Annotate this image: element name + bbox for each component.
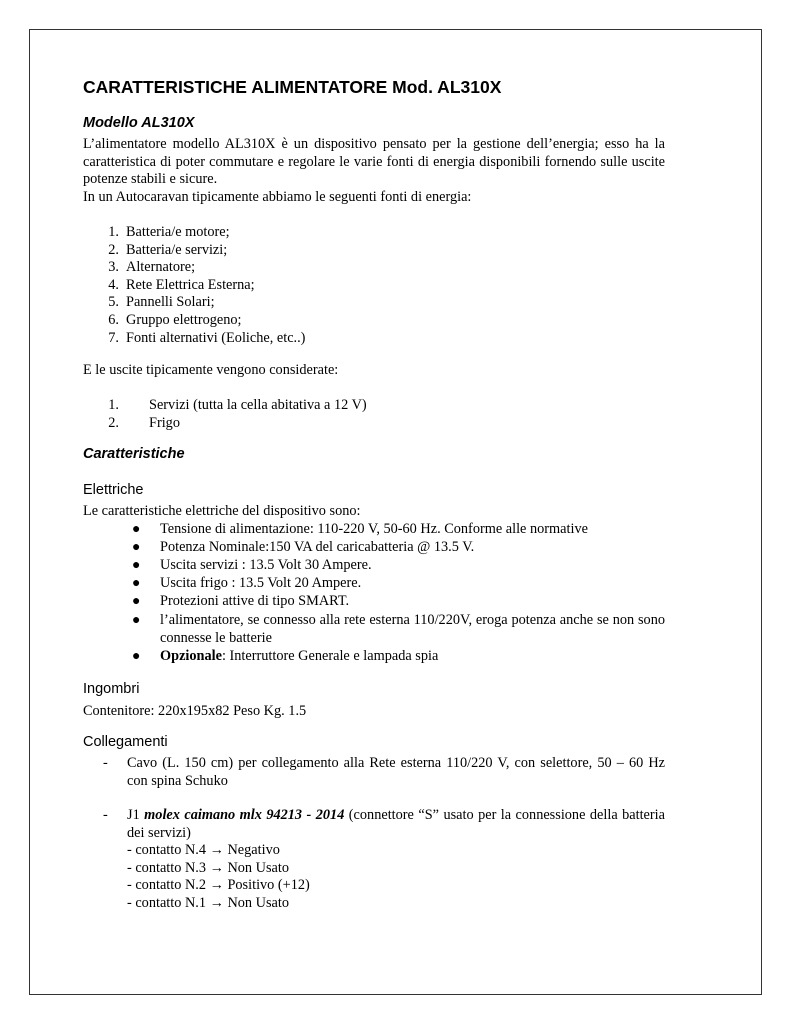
- bullet-icon: ●: [132, 613, 141, 628]
- list-item: l’alimentatore, se connesso alla rete esterna 110/220V, eroga potenza anche se non sono connesse le batterie: [160, 612, 665, 646]
- cable-description: Cavo (L. 150 cm) per collegamento alla Rete esterna 110/220 V, con selettore, 50 – 60 Hz con spina Schuko: [127, 755, 665, 789]
- model-description: L’alimentatore modello AL310X è un dispositivo pensato per la gestione dell’energia; esso ha la caratteristica di poter commutare e regolare le varie fonti di energia disponibili fornendo sulle uscite potenze stabili e sicure.: [83, 136, 665, 188]
- section-heading-features: Caratteristiche: [83, 446, 185, 462]
- list-item: Tensione di alimentazione: 110-220 V, 50-60 Hz. Conforme alle normative: [160, 521, 588, 537]
- bullet-icon: ●: [132, 576, 141, 591]
- subheading-electrical: Elettriche: [83, 482, 144, 498]
- dimensions-text: Contenitore: 220x195x82 Peso Kg. 1.5: [83, 703, 307, 719]
- dash-marker: -: [103, 755, 108, 771]
- list-item: Uscita servizi : 13.5 Volt 30 Ampere.: [160, 557, 372, 573]
- connector-model: molex caimano mlx 94213 - 2014: [144, 807, 345, 823]
- dash-marker: -: [103, 807, 108, 823]
- bullet-icon: ●: [132, 649, 141, 664]
- sources-intro: In un Autocaravan tipicamente abbiamo le seguenti fonti di energia:: [83, 189, 472, 205]
- bullet-icon: ●: [132, 540, 141, 555]
- contact-line: - contatto N.2 → Positivo (+12): [127, 877, 310, 894]
- list-item: Opzionale: Interruttore Generale e lampada spia: [160, 648, 439, 664]
- contact-line: - contatto N.3 → Non Usato: [127, 859, 290, 876]
- subheading-connections: Collegamenti: [83, 734, 168, 750]
- list-item: Potenza Nominale:150 VA del caricabatteria @ 13.5 V.: [160, 539, 475, 555]
- list-item: Uscita frigo : 13.5 Volt 20 Ampere.: [160, 575, 362, 591]
- optional-label: Opzionale: [160, 648, 222, 664]
- electrical-intro: Le caratteristiche elettriche del dispositivo sono:: [83, 503, 361, 519]
- bullet-icon: ●: [132, 522, 141, 537]
- subheading-dimensions: Ingombri: [83, 681, 140, 697]
- j1-description: J1 molex caimano mlx 94213 - 2014 (connettore “S” usato per la connessione della batteria dei servizi): [127, 807, 665, 841]
- list-item: Protezioni attive di tipo SMART.: [160, 593, 350, 609]
- document-title: CARATTERISTICHE ALIMENTATORE Mod. AL310X: [83, 77, 502, 97]
- contact-line: - contatto N.4 → Negativo: [127, 842, 280, 858]
- section-heading-model: Modello AL310X: [83, 115, 195, 131]
- contact-line: - contatto N.1 → Non Usato: [127, 894, 290, 911]
- bullet-icon: ●: [132, 594, 141, 609]
- outputs-intro: E le uscite tipicamente vengono considerate:: [83, 362, 339, 378]
- bullet-icon: ●: [132, 558, 141, 573]
